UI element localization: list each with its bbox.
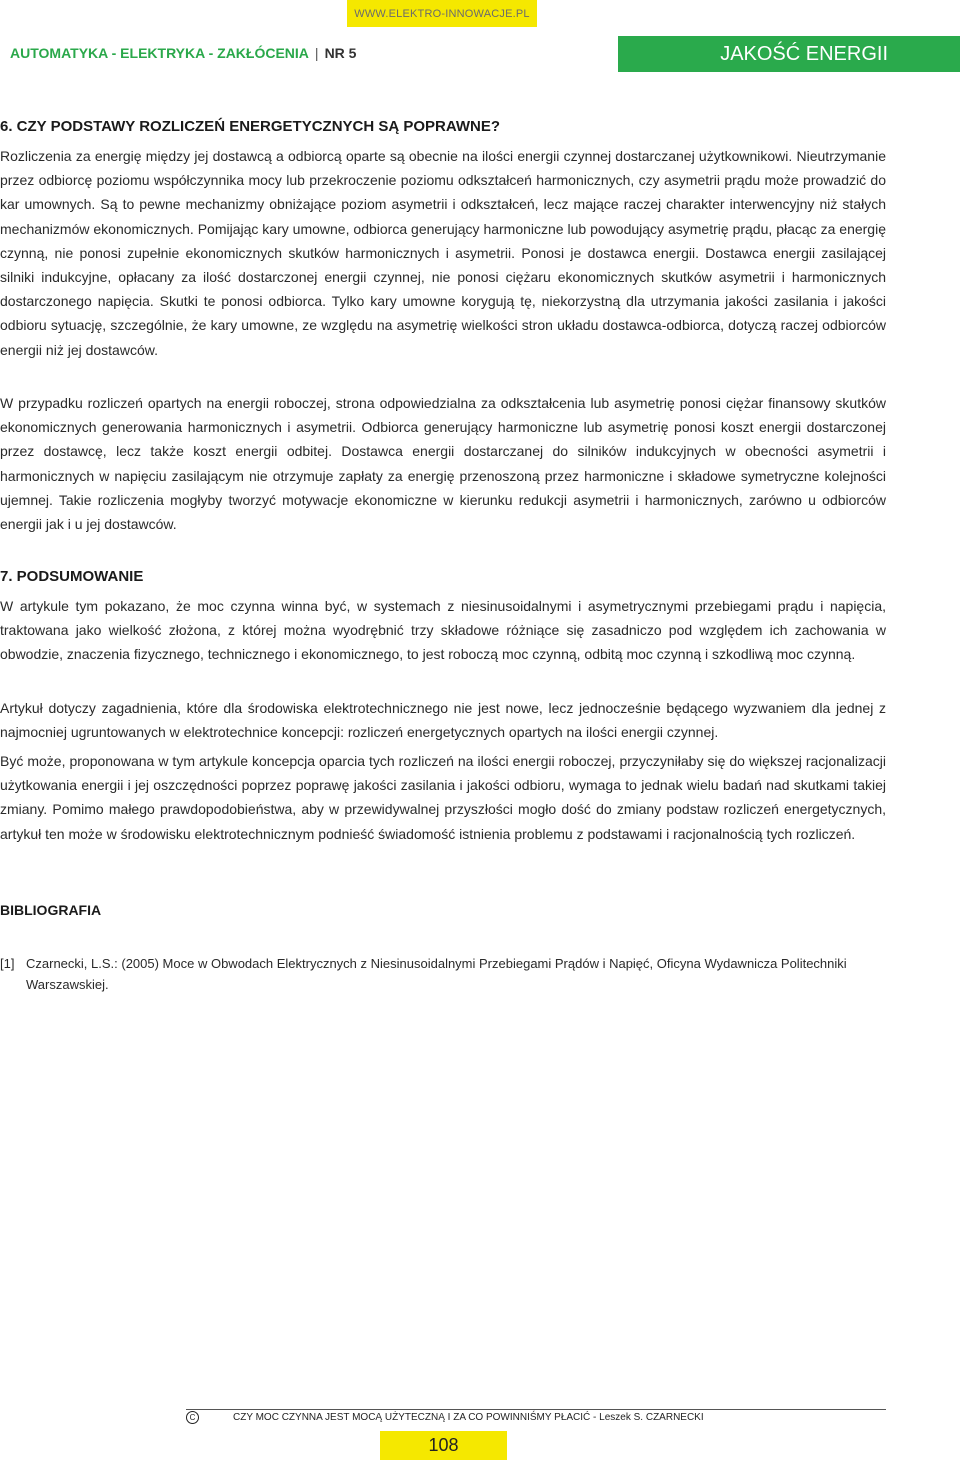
page-number: 108 xyxy=(380,1431,507,1460)
header-band xyxy=(0,36,960,72)
footer-running-title xyxy=(186,1411,886,1424)
website-url[interactable]: WWW.ELEKTRO-INNOWACJE.PL xyxy=(347,0,537,27)
section-6-heading: 6. CZY PODSTAWY ROZLICZEŃ ENERGETYCZNYCH SĄ POPRAWNE? xyxy=(0,118,501,135)
bibliography-text: Czarnecki, L.S.: (2005) Moce w Obwodach Elektrycznych z Niesinusoidalnymi Przebiegami Prądów i Napięć, Oficyna Wydawnicza Politechniki Warszawskiej. xyxy=(26,956,847,992)
section-7-paragraph-2: Artykuł dotyczy zagadnienia, które dla środowiska elektrotechnicznego nie jest nowe, lecz jednocześnie będącego wyzwaniem dla jednej z najmocniej ugruntowanych w elektrotechnice koncepcji: rozliczeń energetycznych opartych na ilości energii czynnej. xyxy=(0,700,886,741)
copyright-icon: C xyxy=(186,1411,199,1424)
section-6-paragraph-2: W przypadku rozliczeń opartych na energii roboczej, strona odpowiedzialna za odkształcenia lub asymetrię ponosi ciężar finansowy skutków ekonomicznych generowania harmonicznych i asymetrii. Odbiorca generujący harmoniczne lub asymetrię ponosi koszt energii dostarczonej przez dostawcę, lecz także koszt energii odbitej. Dostawca energii dostarczanej do silników indukcyjnych w obecności asymetrii i harmonicznych w napięciu zasilającym nie otrzymuje zapłaty za energię przenoszoną przez harmoniczne i składowe symetryczne kolejności ujemnej. Takie rozliczenia mogłyby tworzyć motywacje ekonomiczne w kierunku redukcji asymetrii i harmonicznych, zarówno u odbiorców energii jak i u jej dostawców. xyxy=(0,395,886,533)
issue-number: NR 5 xyxy=(324,45,357,61)
journal-header xyxy=(10,45,356,61)
bibliography-heading: BIBLIOGRAFIA xyxy=(0,902,102,918)
section-7-paragraph-1: W artykule tym pokazano, że moc czynna winna być, w systemach z niesinusoidalnymi i asymetrycznymi przebiegami prądu i napięcia, traktowana jako wielkość złożona, z której można wyodrębnić trzy składowe różniące się zasadniczo pod względem ich zachowania w obwodzie, znaczenia fizycznego, technicznego i ekonomicznego, to jest roboczą moc czynną, odbitą moc czynną i szkodliwą moc czynną. xyxy=(0,598,886,663)
section-banner: JAKOŚĆ ENERGII xyxy=(618,36,960,72)
section-7-heading: 7. PODSUMOWANIE xyxy=(0,568,144,585)
header-separator: | xyxy=(314,45,319,61)
running-title-text: CZY MOC CZYNNA JEST MOCĄ UŻYTECZNĄ I ZA CO POWINNIŚMY PŁACIĆ - Leszek S. CZARNECKI xyxy=(233,1412,704,1423)
section-6-paragraph-1: Rozliczenia za energię między jej dostawcą a odbiorcą oparte są obecnie na ilości energii czynnej dostarczanej użytkownikowi. Nieutrzymanie przez odbiorcę poziomu współczynnika mocy lub przekroczenie poziomu odkształceń harmonicznych, czy asymetrii prądu może prowadzić do kar umownych. Są to pewne mechanizmy obniżające poziom asymetrii i odkształceń, lecz mające raczej charakter interwencyjny niż stałych mechanizmów ekonomicznych. Pomijając kary umowne, odbiorca generujący harmoniczne lub powodujący asymetrię prądu, płacąc za energię czynną, nie ponosi zupełnie ekonomicznych skutków harmonicznych i asymetrii. Ponosi je dostawca energii. Dostawca energii zasilającej silniki indukcyjne, opłacany za ilość dostarczonej energii czynnej, nie ponosi ciężaru ekonomicznych skutków asymetrii i harmonicznych dostarczonego napięcia. Skutki te ponosi odbiorca. Tylko kary umowne korygują tę, niekorzystną dla utrzymania jakości zasilania i jakości odbioru sytuację, szczególnie, że kary umowne, ze względu na asymetrię wielkości stron układu dostawca-odbiorca, dotyczą raczej odbiorców energii niż jej dostawców. xyxy=(0,148,886,358)
bibliography-item xyxy=(0,953,886,995)
footer-rule xyxy=(186,1409,886,1410)
journal-name: AUTOMATYKA - ELEKTRYKA - ZAKŁÓCENIA xyxy=(10,45,309,61)
section-7-paragraph-3: Być może, proponowana w tym artykule koncepcja oparcia tych rozliczeń na ilości energii roboczej, przyczyniłaby się do większej racjonalizacji użytkowania energii i jej oszczędności poprzez poprawę jakości zasilania i jakości odbioru, wymaga to jednak wielu badań nad skutkami takiej zmiany. Pomimo małego prawdopodobieństwa, aby w przewidywalnej przyszłości mogło dość do zmiany podstaw rozliczeń energetycznych, artykuł ten może w środowisku elektrotechnicznym podnieść świadomość istnienia problemu z podstawami i racjonalnością tych rozliczeń. xyxy=(0,753,886,842)
bibliography-number: [1] xyxy=(0,956,15,971)
